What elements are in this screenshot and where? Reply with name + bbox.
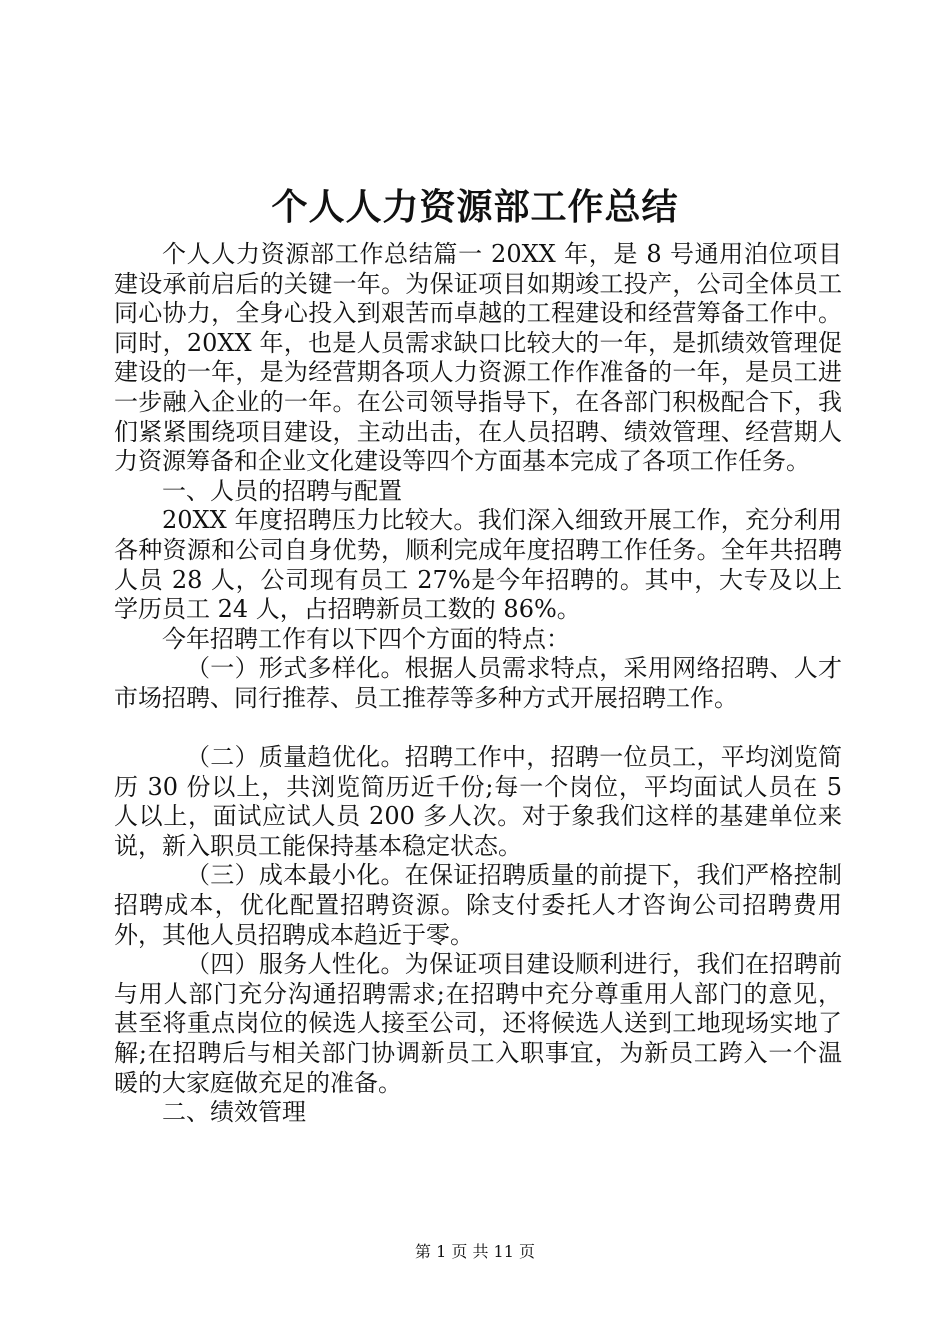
paragraph-feature-1: （一）形式多样化。根据人员需求特点，采用网络招聘、人才市场招聘、同行推荐、员工推荐等多种方式开展招聘工作。: [114, 654, 842, 712]
section-heading-recruitment: 一、人员的招聘与配置: [162, 476, 402, 505]
paragraph-feature-3: （三）成本最小化。在保证招聘质量的前提下，我们严格控制招聘成本，优化配置招聘资源。除支付委托人才咨询公司招聘费用外，其他人员招聘成本趋近于零。: [114, 861, 842, 949]
document-body: [114, 240, 842, 1128]
paragraph-recruitment-features-intro: 今年招聘工作有以下四个方面的特点：: [162, 624, 570, 653]
paragraph-recruitment-summary: 20XX 年度招聘压力比较大。我们深入细致开展工作，充分利用各种资源和公司自身优势，顺利完成年度招聘工作任务。全年共招聘人员 28 人，公司现有员工 27%是今年招聘的。其中，大专及以上学历员工 24 人，占招聘新员工数的 86%。: [114, 506, 842, 624]
page-footer: 第 1 页 共 11 页: [415, 1242, 535, 1261]
document-title: 个人人力资源部工作总结: [271, 186, 679, 228]
section-heading-performance: 二、绩效管理: [162, 1098, 306, 1127]
paragraph-intro: 个人人力资源部工作总结篇一 20XX 年，是 8 号通用泊位项目建设承前启后的关键一年。为保证项目如期竣工投产，公司全体员工同心协力，全身心投入到艰苦而卓越的工程建设和经营筹备工作中。同时，20XX 年，也是人员需求缺口比较大的一年，是抓绩效管理促建设的一年，是为经营期各项人力资源工作作准备的一年，是员工进一步融入企业的一年。在公司领导指导下，在各部门积极配合下，我们紧紧围绕项目建设，主动出击，在人员招聘、绩效管理、经营期人力资源筹备和企业文化建设等四个方面基本完成了各项工作任务。: [114, 240, 842, 476]
paragraph-feature-4: （四）服务人性化。为保证项目建设顺利进行，我们在招聘前与用人部门充分沟通招聘需求;在招聘中充分尊重用人部门的意见，甚至将重点岗位的候选人接至公司，还将候选人送到工地现场实地了解;在招聘后与相关部门协调新员工入职事宜，为新员工跨入一个温暖的大家庭做充足的准备。: [114, 950, 842, 1097]
paragraph-feature-2: （二）质量趋优化。招聘工作中，招聘一位员工，平均浏览简历 30 份以上，共浏览简历近千份;每一个岗位，平均面试人员在 5 人以上，面试应试人员 200 多人次。对于象我们这样的基建单位来说，新入职员工能保持基本稳定状态。: [114, 743, 842, 860]
